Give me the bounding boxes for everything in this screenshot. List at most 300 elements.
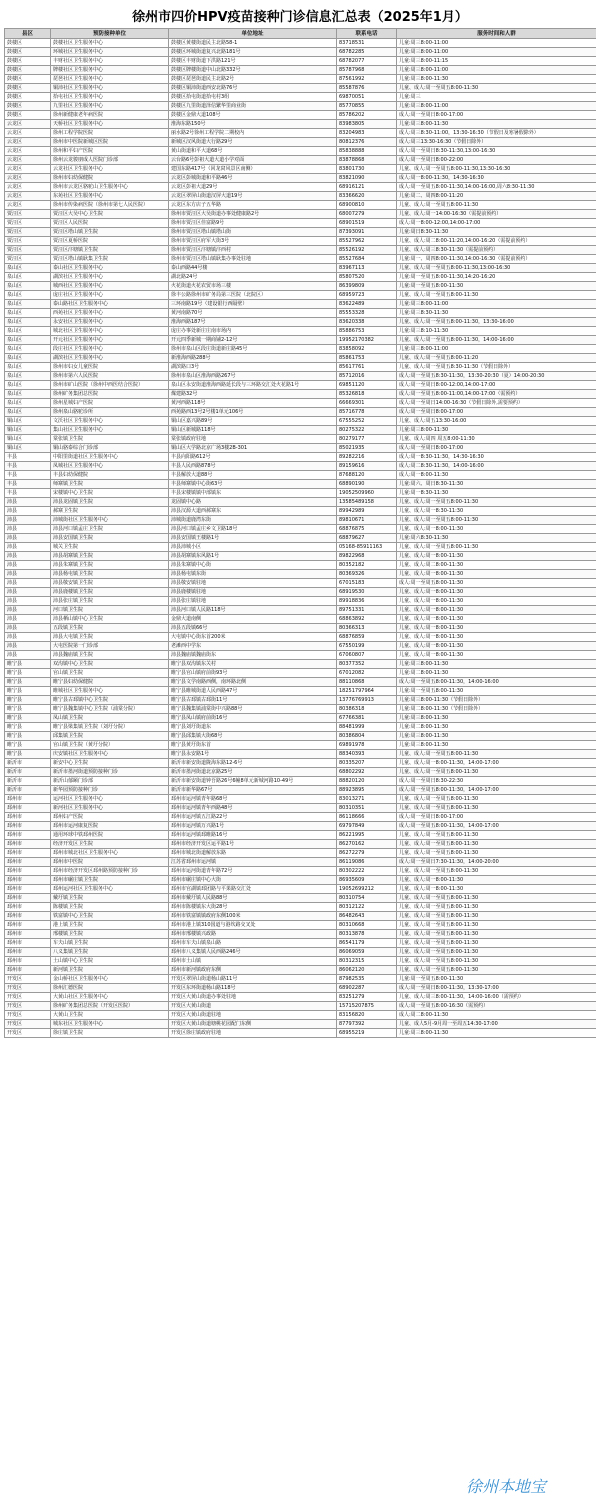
cell-district: 邳州市 — [5, 804, 51, 813]
cell-service-time: 儿童、成人:周一至周五8:00-11:30 — [397, 966, 597, 975]
cell-district: 贾汪区 — [5, 255, 51, 264]
table-row — [5, 534, 597, 543]
cell-address: 沛县五段镇66号 — [169, 624, 337, 633]
cell-unit: 沛县大屯镇卫生院 — [51, 633, 169, 642]
cell-unit: 睢宁县妇幼保健院 — [51, 678, 169, 687]
cell-service-time: 儿童、成人:周一8:00-11:30 — [397, 525, 597, 534]
cell-unit: 凤山镇卫生院 — [51, 714, 169, 723]
table-row — [5, 390, 597, 399]
cell-district: 云龙区 — [5, 138, 51, 147]
cell-phone: 68876875 — [337, 525, 397, 534]
cell-phone: 05168-85911163 — [337, 543, 397, 552]
cell-unit: 贾汪区汴塘镇卫生院 — [51, 246, 169, 255]
cell-unit: 徐州市第六人民医院 — [51, 372, 169, 381]
cell-district: 云龙区 — [5, 147, 51, 156]
cell-phone: 85787968 — [337, 66, 397, 75]
cell-district: 邳州市 — [5, 876, 51, 885]
cell-service-time: 儿童、成人:周一至周五8:00-11:30 — [397, 516, 597, 525]
cell-phone: 88481999 — [337, 723, 397, 732]
cell-address: 开发区东环街道杨山路118号 — [169, 984, 337, 993]
cell-address: 睢宁县魏集镇浦棠街中兴路88号 — [169, 705, 337, 714]
cell-service-time: 成人:周二8:30-11:30，14:00-16:00 — [397, 462, 597, 471]
cell-address: 鼓楼区铜沛街道西安北路76号 — [169, 84, 337, 93]
cell-district: 睢宁县 — [5, 678, 51, 687]
cell-unit: 天桥社区卫生服务中心 — [51, 120, 169, 129]
cell-address: 丰县解放大道88号 — [169, 471, 337, 480]
table-row — [5, 129, 597, 138]
table-row — [5, 948, 597, 957]
table-row — [5, 192, 597, 201]
cell-service-time: 成人:周一8:00-12:00,14:00-17:00 — [397, 219, 597, 228]
cell-district: 泉山区 — [5, 282, 51, 291]
cell-district: 泉山区 — [5, 318, 51, 327]
cell-phone: 85587876 — [337, 84, 397, 93]
cell-unit: 九里社区卫生服务中心 — [51, 102, 169, 111]
cell-unit: 徐州星城妇产医院 — [51, 399, 169, 408]
cell-address: 湖北路24号 — [169, 273, 337, 282]
cell-unit: 沛县胡寨镇卫生院 — [51, 552, 169, 561]
cell-unit: 徐州市妇幼保健院 — [51, 174, 169, 183]
cell-unit: 沛县朱寨镇卫生院 — [51, 561, 169, 570]
cell-unit: 大屯医院第一门诊部 — [51, 642, 169, 651]
cell-unit: 睢城社区卫生服务中心 — [51, 687, 169, 696]
cell-phone: 67766381 — [337, 714, 397, 723]
cell-address: 邳州市邢楼镇兴政路 — [169, 930, 337, 939]
column-header-address: 单位地址 — [169, 29, 337, 39]
cell-phone: 68955219 — [337, 1029, 397, 1038]
cell-district: 邳州市 — [5, 813, 51, 822]
cell-address: 邳州市运河镇邳睢路16号 — [169, 831, 337, 840]
cell-district: 泉山区 — [5, 273, 51, 282]
cell-address: 徐州市泉山区淮海西路267号 — [169, 372, 337, 381]
cell-unit: 徐州新健康老年病医院 — [51, 111, 169, 120]
cell-address: 徐州市泉山区段庄街道新庄路45号 — [169, 345, 337, 354]
table-row — [5, 831, 597, 840]
cell-phone: 86069059 — [337, 948, 397, 957]
cell-phone: 13585489158 — [337, 498, 397, 507]
cell-phone: 68959723 — [337, 291, 397, 300]
cell-address: 西苑路西13号2号楼1单元106号 — [169, 408, 337, 417]
cell-phone: 86482643 — [337, 912, 397, 921]
table-row — [5, 732, 597, 741]
cell-address: 开发区徐庄镇政府驻地 — [169, 1029, 337, 1038]
cell-district: 沛县 — [5, 534, 51, 543]
cell-service-time: 成人:周一至周日8:00-11:30，13:30-17:00 — [397, 984, 597, 993]
cell-district: 泉山区 — [5, 300, 51, 309]
table-row — [5, 768, 597, 777]
table-row — [5, 633, 597, 642]
cell-district: 铜山区 — [5, 426, 51, 435]
cell-phone: 86399809 — [337, 282, 397, 291]
cell-address: 睢宁县官山镇府前街93号 — [169, 669, 337, 678]
cell-service-time: 儿童、成人:周三8:30-11:30（需提前预约） — [397, 246, 597, 255]
cell-address: 龙固镇中心路 — [169, 498, 337, 507]
table-row — [5, 282, 597, 291]
cell-phone: 85807520 — [337, 273, 397, 282]
table-row — [5, 219, 597, 228]
cell-unit: 大黄山卫生院 — [51, 1011, 169, 1020]
cell-phone: 89810671 — [337, 516, 397, 525]
cell-address: 沛县河口镇人民路118号 — [169, 606, 337, 615]
cell-address: 老滩西中学东 — [169, 642, 337, 651]
cell-service-time: 成人:周一至周日8:30-22:30 — [397, 777, 597, 786]
table-row — [5, 624, 597, 633]
cell-phone: 68916121 — [337, 183, 397, 192]
table-row — [5, 147, 597, 156]
cell-address: 丰县向阳路612号 — [169, 453, 337, 462]
cell-phone: 68902287 — [337, 984, 397, 993]
cell-address: 邳州市铁富镇镇政府东侧100米 — [169, 912, 337, 921]
cell-address: 新沂市新华路67号 — [169, 786, 337, 795]
cell-service-time: 儿童、成人:周一8:00-11:30 — [397, 624, 597, 633]
table-row — [5, 840, 597, 849]
cell-service-time: 儿童:周三8:00-11:00 — [397, 345, 597, 354]
table-row — [5, 552, 597, 561]
cell-unit: 邳州市中医院 — [51, 858, 169, 867]
cell-phone: 83156820 — [337, 1011, 397, 1020]
cell-phone: 68890190 — [337, 480, 397, 489]
cell-service-time: 儿童、成人:周一至周五8:30-11:30（节假日除外） — [397, 363, 597, 372]
cell-address: 开发区大黄山街道 — [169, 1002, 337, 1011]
cell-phone: 80279177 — [337, 435, 397, 444]
cell-phone: 86935609 — [337, 876, 397, 885]
table-row — [5, 84, 597, 93]
cell-district: 沛县 — [5, 615, 51, 624]
table-row — [5, 156, 597, 165]
cell-unit: 鼓楼社区卫生服务中心 — [51, 39, 169, 48]
table-row — [5, 426, 597, 435]
table-row — [5, 543, 597, 552]
cell-phone: 67012082 — [337, 669, 397, 678]
cell-unit: 师寨镇卫生院 — [51, 480, 169, 489]
cell-district: 贾汪区 — [5, 246, 51, 255]
cell-address: 开元四季新城一期商铺2-12号 — [169, 336, 337, 345]
cell-address: 沛县敬安镇驻地 — [169, 579, 337, 588]
cell-district: 沛县 — [5, 507, 51, 516]
cell-district: 睢宁县 — [5, 696, 51, 705]
cell-district: 开发区 — [5, 975, 51, 984]
cell-service-time: 儿童:周二8:00-11:30 — [397, 669, 597, 678]
table-row — [5, 579, 597, 588]
cell-unit: 邳州市碾庄镇卫生院 — [51, 876, 169, 885]
cell-phone: 88820120 — [337, 777, 397, 786]
cell-unit: 睢宁县魏集镇中心卫生院（浦棠分院） — [51, 705, 169, 714]
cell-unit: 港上镇卫生院 — [51, 921, 169, 930]
cell-district: 邳州市 — [5, 849, 51, 858]
cell-service-time: 儿童、成人:周二8:00-11:30 — [397, 561, 597, 570]
cell-district: 沛县 — [5, 579, 51, 588]
cell-district: 鼓楼区 — [5, 39, 51, 48]
table-row — [5, 246, 597, 255]
cell-service-time: 成人:周一至周五8:00-11:30,14:00-16:00,周六8:30-11:30 — [397, 183, 597, 192]
cell-phone: 19052509960 — [337, 489, 397, 498]
table-row — [5, 741, 597, 750]
cell-service-time: 成人:周一至周日8:00-22:00 — [397, 156, 597, 165]
table-row — [5, 669, 597, 678]
cell-phone: 86118666 — [337, 813, 397, 822]
cell-service-time: 儿童、成人:周一14:00-16:30（需提前预约） — [397, 210, 597, 219]
cell-unit: 邱集镇卫生院 — [51, 732, 169, 741]
table-row — [5, 615, 597, 624]
table-row — [5, 237, 597, 246]
cell-unit: 徐州市矿山医院（徐州中西医结合医院） — [51, 381, 169, 390]
cell-unit: 城东社区卫生服务中心 — [51, 1020, 169, 1029]
cell-service-time: 成人:周一至周五8:00-11:30 — [397, 579, 597, 588]
table-row — [5, 309, 597, 318]
cell-phone: 80312315 — [337, 957, 397, 966]
table-row — [5, 984, 597, 993]
cell-address: 徐州市贾汪区塔山镇塔山街 — [169, 228, 337, 237]
cell-service-time: 儿童、成人:周一至周五8:00-11:30 — [397, 939, 597, 948]
cell-address: 云台路6号彭祖大道大道小学对面 — [169, 156, 337, 165]
table-row — [5, 336, 597, 345]
cell-unit: 徐州汇德医院 — [51, 984, 169, 993]
cell-address: 邳州市戴圩镇人民路88号 — [169, 894, 337, 903]
cell-service-time: 儿童、成人:周一至周五8:00-11:30 — [397, 840, 597, 849]
table-row — [5, 795, 597, 804]
cell-service-time: 儿童:周三8:00-11:00 — [397, 39, 597, 48]
cell-address: 邳州市经济开发区运平路1号 — [169, 840, 337, 849]
cell-phone: 68919530 — [337, 588, 397, 597]
cell-service-time: 成人:周一至周日14:00-16:30（节假日除外,需要预约） — [397, 399, 597, 408]
cell-phone: 88923895 — [337, 786, 397, 795]
table-row — [5, 993, 597, 1002]
table-row — [5, 417, 597, 426]
cell-phone: 68901519 — [337, 219, 397, 228]
cell-service-time: 儿童、成人:周一8:30-11:30 — [397, 507, 597, 516]
cell-district: 丰县 — [5, 462, 51, 471]
cell-service-time: 儿童:周三8:00-11:30 — [397, 660, 597, 669]
table-row — [5, 399, 597, 408]
table-row — [5, 930, 597, 939]
cell-address: 开发区翠屏山街道杨山路11号 — [169, 975, 337, 984]
cell-service-time: 儿童:周三8:00-11:30 — [397, 75, 597, 84]
cell-unit: 庆安镇社区卫生服务中心 — [51, 750, 169, 759]
column-header-service-time: 服务时间和人群 — [397, 29, 597, 39]
cell-phone: 83821090 — [337, 174, 397, 183]
cell-address: 沛城街道鹿湾东街 — [169, 516, 337, 525]
cell-phone: 89918836 — [337, 597, 397, 606]
cell-district: 云龙区 — [5, 129, 51, 138]
cell-district: 睢宁县 — [5, 660, 51, 669]
cell-unit: 邳州市城北社区卫生服务中心 — [51, 849, 169, 858]
cell-address: 黄山街道和平大道68号 — [169, 147, 337, 156]
cell-district: 沛县 — [5, 552, 51, 561]
cell-district: 鼓楼区 — [5, 66, 51, 75]
cell-district: 开发区 — [5, 1029, 51, 1038]
cell-phone: 68900810 — [337, 201, 397, 210]
cell-service-time: 儿童、成人:周一至周五8:00-11:30 — [397, 867, 597, 876]
cell-district: 鼓楼区 — [5, 111, 51, 120]
table-header-row — [5, 29, 597, 39]
cell-district: 泉山区 — [5, 363, 51, 372]
cell-unit: 文沃社区卫生服务中心 — [51, 417, 169, 426]
cell-service-time: 儿童、成人:周一至周五8:00-11:30，13:30-16:00 — [397, 318, 597, 327]
cell-district: 铜山区 — [5, 444, 51, 453]
cell-address: 睢宁县永安路1号 — [169, 750, 337, 759]
cell-unit: 徐州市传染病医院（徐州市第七人民医院） — [51, 201, 169, 210]
cell-service-time: 儿童、成人:周二8:00-11:20,14:00-16:20（需提前预约） — [397, 237, 597, 246]
cell-district: 睢宁县 — [5, 741, 51, 750]
cell-service-time: 成人:周一8:00-11:30，14:30-16:30 — [397, 174, 597, 183]
cell-phone: 83622489 — [337, 300, 397, 309]
cell-service-time: 儿童、成人:周一至周五8:00-11:30 — [397, 498, 597, 507]
cell-phone: 87393091 — [337, 228, 397, 237]
cell-unit: 徐州工程学院医院 — [51, 129, 169, 138]
cell-service-time: 儿童:周六8:30-11:30 — [397, 534, 597, 543]
cell-phone: 67060807 — [337, 651, 397, 660]
cell-service-time: 儿童、成人:周一8:00-11:30 — [397, 651, 597, 660]
cell-service-time: 儿童、成人:周一至周五8:00-11:30 — [397, 768, 597, 777]
cell-unit: 沛县杨屯镇卫生院 — [51, 570, 169, 579]
cell-address: 铜山区嘉兴路89号 — [169, 417, 337, 426]
cell-district: 邳州市 — [5, 957, 51, 966]
cell-address: 丰县宋楼镇镇中部镇东 — [169, 489, 337, 498]
cell-phone: 68863892 — [337, 615, 397, 624]
table-row — [5, 498, 597, 507]
table-row — [5, 120, 597, 129]
cell-address: 邳州市官湖镇邳团路与平果路交汇处 — [169, 885, 337, 894]
cell-service-time: 儿童、成人:周一8:00-11:30 — [397, 588, 597, 597]
cell-unit: 琵琶社区卫生服务中心 — [51, 75, 169, 84]
cell-district: 开发区 — [5, 984, 51, 993]
cell-phone: 68802292 — [337, 768, 397, 777]
cell-service-time: 成人:周一至周日8:30-11:30,13:00-16:30 — [397, 147, 597, 156]
cell-phone: 80335207 — [337, 759, 397, 768]
cell-service-time: 儿童:周一至周五8:00-11:30 — [397, 687, 597, 696]
cell-address: 沛县汉源大道西郝寨东 — [169, 507, 337, 516]
cell-phone: 19952170382 — [337, 336, 397, 345]
cell-district: 沛县 — [5, 624, 51, 633]
cell-address: 邳州市城北街道解放东路 — [169, 849, 337, 858]
cell-unit: 土山镇中心卫生院 — [51, 957, 169, 966]
cell-phone: 80310754 — [337, 894, 397, 903]
cell-district: 云龙区 — [5, 165, 51, 174]
cell-service-time: 成人:周三8:30-11:00，13:30-16:30（节假日及寒暑假除外） — [397, 129, 597, 138]
cell-unit: 湖滨社区卫生服务中心 — [51, 354, 169, 363]
cell-district: 鼓楼区 — [5, 93, 51, 102]
table-row — [5, 381, 597, 390]
cell-address: 邳州市八义集镇人民西路246号 — [169, 948, 337, 957]
cell-unit: 大黄山社区卫生服务中心 — [51, 993, 169, 1002]
cell-unit: 新华园预防接种门诊 — [51, 786, 169, 795]
cell-address: 云龙区翠屏山街道汉屏大道19号 — [169, 192, 337, 201]
cell-district: 鼓楼区 — [5, 75, 51, 84]
cell-address: 沛县胡寨镇东风路1号 — [169, 552, 337, 561]
table-row — [5, 696, 597, 705]
cell-phone: 89822968 — [337, 552, 397, 561]
cell-address: 沛县沛城小区 — [169, 543, 337, 552]
cell-service-time: 成人:周一至周五8:00-11:30，14:00-17:00 — [397, 822, 597, 831]
cell-district: 泉山区 — [5, 390, 51, 399]
cell-unit: 沛县安国镇卫生院 — [51, 534, 169, 543]
cell-district: 邳州市 — [5, 822, 51, 831]
table-row — [5, 606, 597, 615]
cell-phone: 13776769913 — [337, 696, 397, 705]
table-row — [5, 57, 597, 66]
cell-phone: 85326818 — [337, 390, 397, 399]
cell-address: 睢宁县邱集镇大街68号 — [169, 732, 337, 741]
cell-unit: 通用环球中铁邳州医院 — [51, 831, 169, 840]
cell-phone: 83013271 — [337, 795, 397, 804]
cell-unit: 睢宁县古邳镇中心卫生院 — [51, 696, 169, 705]
table-row — [5, 876, 597, 885]
cell-district: 丰县 — [5, 489, 51, 498]
cell-service-time: 儿童:周三8:00-11:30 — [397, 1029, 597, 1038]
table-row — [5, 966, 597, 975]
cell-unit: 邳州市运河康复医院 — [51, 822, 169, 831]
cell-district: 丰县 — [5, 453, 51, 462]
table-row — [5, 1020, 597, 1029]
cell-phone: 85838888 — [337, 147, 397, 156]
cell-service-time: 儿童、成人:周一8:00-11:30 — [397, 615, 597, 624]
cell-district: 邳州市 — [5, 867, 51, 876]
table-row — [5, 1029, 597, 1038]
cell-service-time: 儿童、成人:周一至周五8:00-11:30 — [397, 912, 597, 921]
table-row — [5, 435, 597, 444]
cell-service-time: 儿童、成人:周一至周五8:00-11:20 — [397, 354, 597, 363]
cell-service-time: 儿童:周一至周五8:00-11:30 — [397, 975, 597, 984]
cell-address: 鼓楼区金鼎大道108号 — [169, 111, 337, 120]
cell-service-time: 儿童、成人:周一至周五8:00-11:30 — [397, 543, 597, 552]
cell-phone: 85021935 — [337, 444, 397, 453]
cell-district: 沛县 — [5, 597, 51, 606]
cell-district: 贾汪区 — [5, 219, 51, 228]
cell-service-time: 儿童、成人:周一8:00-11:30 — [397, 552, 597, 561]
cell-unit: 金山桥社区卫生服务中心 — [51, 975, 169, 984]
table-row — [5, 957, 597, 966]
cell-district: 邳州市 — [5, 831, 51, 840]
cell-unit: 铜沛社区卫生服务中心 — [51, 84, 169, 93]
cell-unit: 徐州云龙骏朋成人医院门诊部 — [51, 156, 169, 165]
cell-address: 沛县鹿楼镇驻地 — [169, 588, 337, 597]
table-row — [5, 849, 597, 858]
cell-service-time: 儿童、成人:周一至周五8:00-11:30 — [397, 849, 597, 858]
column-header-district: 县区 — [5, 29, 51, 39]
cell-address: 鼓楼区环城街道复兴北路181号 — [169, 48, 337, 57]
cell-district: 泉山区 — [5, 327, 51, 336]
cell-phone: 68876859 — [337, 633, 397, 642]
cell-district: 睢宁县 — [5, 732, 51, 741]
cell-service-time: 成人:周一至周日8:00-17:00 — [397, 813, 597, 822]
cell-service-time: 儿童:周三8:30-11:30 — [397, 309, 597, 318]
cell-service-time: 儿童、成人:周一至周五8:00-11:30 — [397, 921, 597, 930]
cell-service-time: 儿童、成人5月-9月周一至周五14:30-17:00 — [397, 1020, 597, 1029]
cell-address: 沛县朱寨镇中心街 — [169, 561, 337, 570]
cell-unit: 丰县妇幼保健院 — [51, 471, 169, 480]
cell-unit: 沛县张庄镇卫生院 — [51, 597, 169, 606]
cell-district: 邳州市 — [5, 912, 51, 921]
cell-unit: 牌楼社区卫生服务中心 — [51, 66, 169, 75]
cell-address: 开发区大黄山街道驻地 — [169, 1011, 337, 1020]
cell-unit: 沛县龙固镇卫生院 — [51, 498, 169, 507]
cell-phone: 67555252 — [337, 417, 397, 426]
cell-unit: 铜山骆泰综合门诊部 — [51, 444, 169, 453]
cell-service-time: 儿童:周三8:00-11:00 — [397, 102, 597, 111]
cell-service-time: 儿童、成人:周一至周五8:00-11:30 — [397, 948, 597, 957]
cell-unit: 陈楼镇卫生院 — [51, 903, 169, 912]
cell-service-time: 成人:周二8:00-11:30 — [397, 1011, 597, 1020]
cell-service-time: 儿童:周二8:00-11:30 — [397, 723, 597, 732]
table-row — [5, 759, 597, 768]
table-row — [5, 894, 597, 903]
cell-phone: 86062120 — [337, 966, 397, 975]
cell-unit: 邳州运河社区卫生服务中心 — [51, 885, 169, 894]
cell-service-time: 儿童、成人:周一8:00-11:30 — [397, 876, 597, 885]
cell-unit: 集山社区卫生服务中心 — [51, 426, 169, 435]
table-row — [5, 138, 597, 147]
cell-unit: 永安社区卫生服务中心 — [51, 318, 169, 327]
